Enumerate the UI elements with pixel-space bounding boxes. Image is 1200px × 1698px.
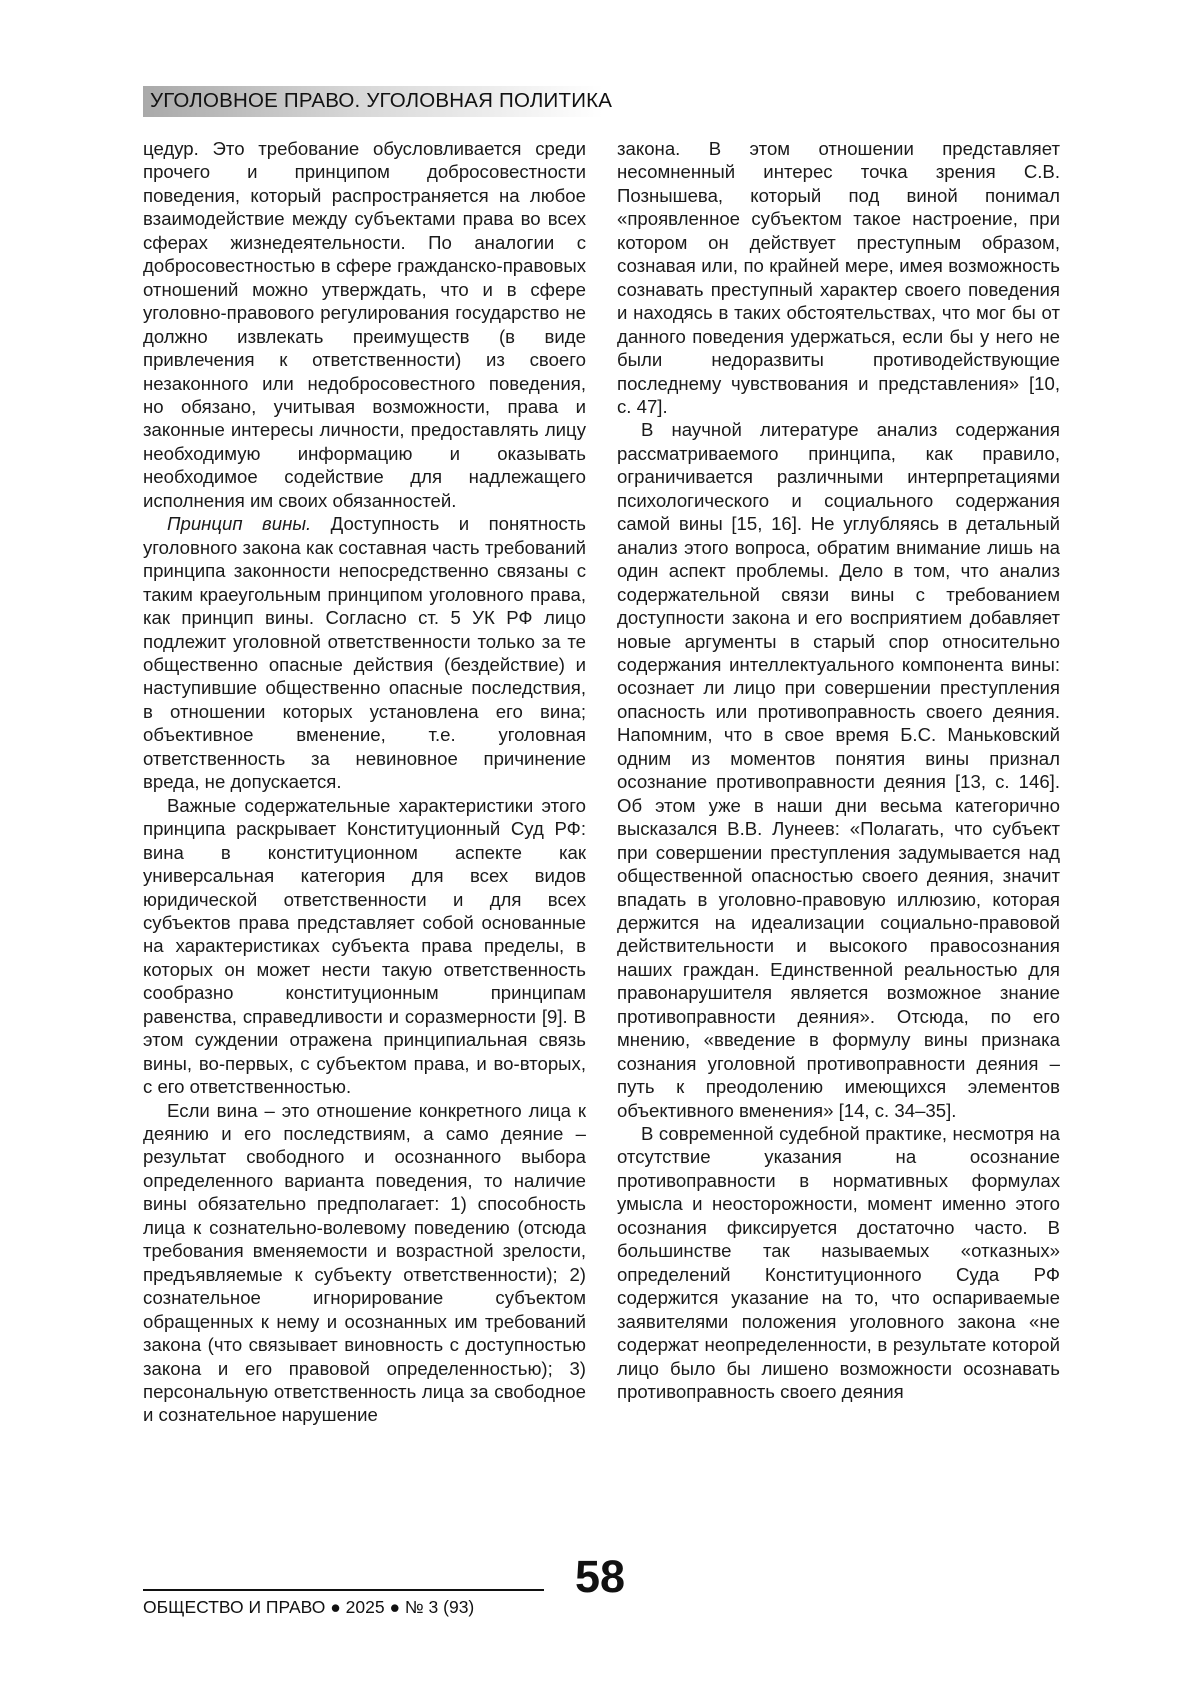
journal-citation: ОБЩЕСТВО И ПРАВО ● 2025 ● № 3 (93): [143, 1597, 475, 1617]
paragraph: цедур. Это требование обусловливается среди прочего и принципом добросовестности поведения, который распространяется на любое взаимодействие между субъектами права во всех сферах жизнедеятельности. По аналогии с добросовестностью в сфере гражданско-правовых отношений можно утверждать, что и в сфере уголовно-правового регулирования государство не должно извлекать преимуществ (в виде привлечения к ответственности) из своего незаконного или недобросовестного поведения, но обязано, учитывая возможности, права и законные интересы личности, предоставлять лицу необходимую информацию и оказывать необходимое содействие для надлежащего исполнения им своих обязанностей.: [143, 138, 586, 511]
left-column: [143, 137, 586, 1427]
page-number: 58: [575, 1551, 626, 1602]
paragraph: В современной судебной практике, несмотря на отсутствие указания на осознание противоправности в нормативных формулах умысла и неосторожности, момент именно этого осознания фиксируется достаточно часто. В большинстве так называемых «отказных» определений Конституционного Суда РФ содержится указание на то, что оспариваемые заявителями положения уголовного закона «не содержат неопределенности, в результате которой лицо было бы лишено возможности осознавать противоправность своего деяния: [617, 1123, 1060, 1403]
paragraph: Если вина – это отношение конкретного лица к деянию и его последствиям, а само деяние – результат свободного и осознанного выбора определенного варианта поведения, то наличие вины обязательно предполагает: 1) способность лица к сознательно-волевому поведению (отсюда требования вменяемости и возрастной зрелости, предъявляемые к субъекту ответственности); 2) сознательное игнорирование субъектом обращенных к нему и осознанных им требований закона (что связывает виновность с доступностью закона и его правовой определенностью); 3) персональную ответственность лица за свободное и сознательное нарушение: [143, 1099, 586, 1426]
paragraph-principle-of-guilt: [143, 512, 586, 793]
paragraph: Важные содержательные характеристики этого принципа раскрывает Конституционный Суд РФ: вина в конституционном аспекте как универсальная категория для всех видов юридической ответственности и для всех субъектов права представляет собой основанные на характеристиках субъекта права пределы, в которых он может нести такую ответственность сообразно конституционным принципам равенства, справедливости и соразмерности [9]. В этом суждении отражена принципиальная связь вины, во-первых, с субъектом права, и во-вторых, с его ответственностью.: [143, 794, 586, 1098]
footer-divider: [143, 1589, 544, 1591]
paragraph-lead-italic: Принцип вины.: [167, 513, 312, 535]
right-column: [617, 137, 1060, 1403]
paragraph: закона. В этом отношении представляет несомненный интерес точка зрения С.В. Познышева, который под виной понимал «проявленное субъектом такое настроение, при котором он действует преступным образом, сознавая или, по крайней мере, имея возможность сознавать преступный характер своего поведения и находясь в таких обстоятельствах, что мог бы от данного поведения удержаться, если бы у него не были недоразвиты противодействующие последнему чувствования и представления» [10, с. 47].: [617, 138, 1060, 417]
section-title: УГОЛОВНОЕ ПРАВО. УГОЛОВНАЯ ПОЛИТИКА: [150, 89, 613, 112]
paragraph: В научной литературе анализ содержания рассматриваемого принципа, как правило, ограничивается различными интерпретациями психологического и социального содержания самой вины [15, 16]. Не углубляясь в детальный анализ этого вопроса, обратим внимание лишь на один аспект проблемы. Дело в том, что анализ содержательной связи вины с требованием доступности закона и его восприятием добавляет новые аргументы в старый спор относительно содержания интеллектуального компонента вины: осознает ли лицо при совершении преступления опасность или противоправность своего деяния. Напомним, что в свое время Б.С. Маньковский одним из моментов понятия вины признал осознание противоправности деяния [13, с. 146]. Об этом уже в наши дни весьма категорично высказался В.В. Лунеев: «Полагать, что субъект при совершении преступления задумывается над общественной опасностью своего деяния, значит впадать в уголовно-правовую иллюзию, которая держится на идеализации социально-правовой действительности и высокого правосознания наших граждан. Единственной реальностью для правонарушителя является возможное знание противоправности деяния». Отсюда, по его мнению, «введение в формулу вины признака сознания уголовной противоправности деяния – путь к преодолению имеющихся элементов объективного вменения» [14, с. 34–35].: [617, 419, 1060, 1121]
paragraph-text: Доступность и понятность уголовного закона как составная часть требований принципа законности непосредственно связаны с таким краеугольным принципом уголовного права, как принцип вины. Согласно ст. 5 УК РФ лицо подлежит уголовной ответственности только за те общественно опасные действия (бездействие) и наступившие общественно опасные последствия, в отношении которых установлена его вина; объективное вменение, т.е. уголовная ответственность за невиновное причинение вреда, не допускается.: [143, 513, 586, 793]
